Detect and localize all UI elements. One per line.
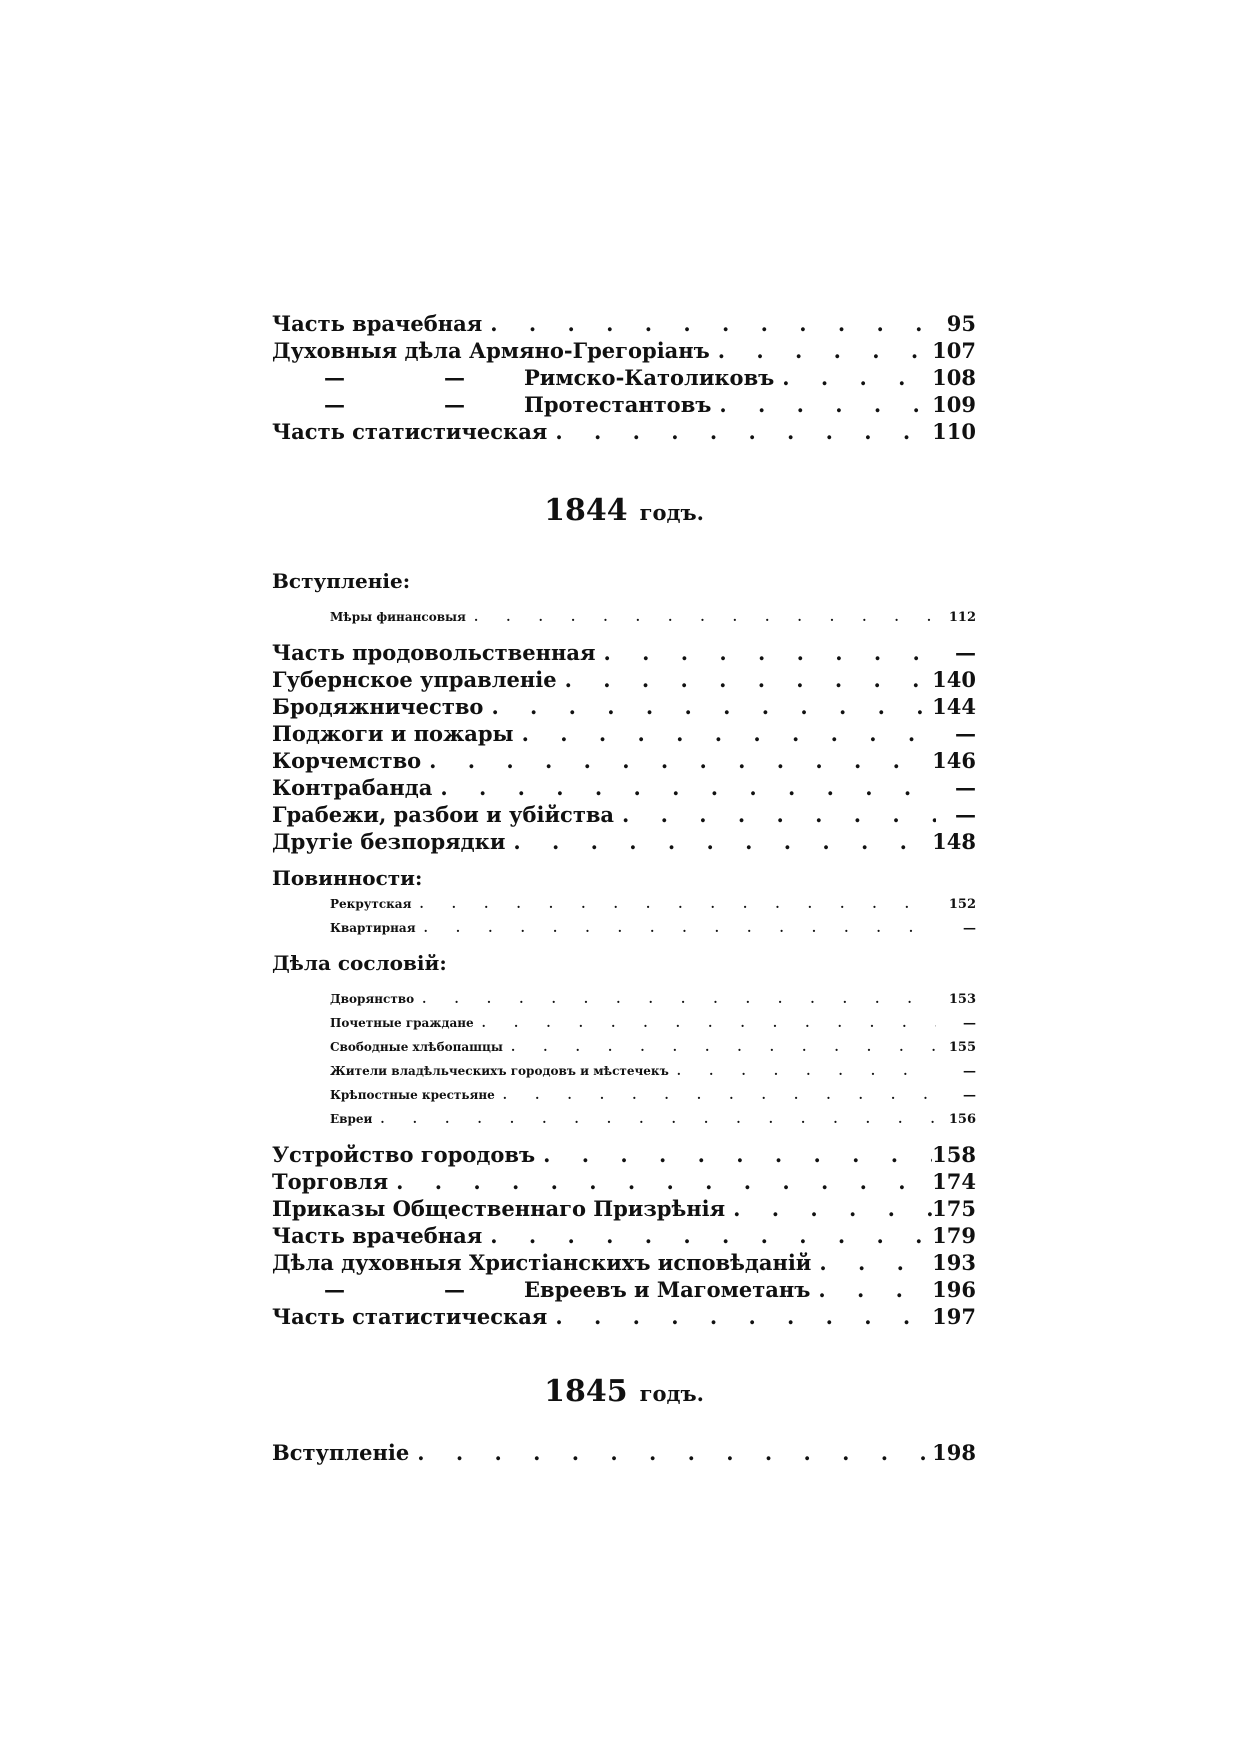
- year-heading-1844: [272, 493, 976, 528]
- toc-subentry: [272, 1059, 976, 1083]
- toc-entry: [272, 720, 976, 747]
- toc-subentry: [272, 1107, 976, 1131]
- toc-entry: [272, 801, 976, 828]
- dot-leader: [711, 391, 932, 418]
- toc-entry-label-continued: [272, 364, 774, 391]
- toc-entry-page: 95: [946, 311, 976, 336]
- toc-entry: [272, 1168, 976, 1195]
- toc-entry-page: 193: [932, 1250, 976, 1275]
- toc-entry: [272, 1303, 976, 1330]
- dot-leader: [482, 1222, 932, 1249]
- toc-subentry: [272, 1011, 976, 1035]
- toc-subentry-label: Почетные граждане: [330, 1016, 474, 1030]
- toc-subentry-label: Дворянство: [330, 992, 415, 1006]
- toc-entry-page: —: [955, 802, 976, 827]
- toc-entry-page: 107: [932, 338, 976, 363]
- dot-leader: [409, 1439, 932, 1466]
- toc-entry-page: 109: [932, 392, 976, 417]
- toc-entry: [272, 391, 976, 418]
- dot-leader: [535, 1141, 932, 1168]
- toc-entry: [272, 1439, 976, 1466]
- toc-entry-label-continued: [272, 391, 711, 418]
- toc-entry-label: Часть врачебная: [272, 311, 483, 336]
- dot-leader: [421, 747, 932, 774]
- toc-subentry-page: —: [963, 1088, 976, 1103]
- toc-subentry-label: Свободные хлѣбопашцы: [330, 1040, 503, 1054]
- toc-entry-page: 148: [932, 829, 976, 854]
- toc-subentry: [272, 892, 976, 916]
- toc-subentry-page: —: [963, 921, 976, 936]
- toc-entry-page: 198: [932, 1440, 976, 1465]
- toc-entry: [272, 639, 976, 666]
- year-number: 1845: [544, 1374, 628, 1409]
- toc-entry: [272, 774, 976, 801]
- toc-entry-label: Контрабанда: [272, 775, 433, 800]
- toc-entry-page: 158: [932, 1142, 976, 1167]
- toc-subentry-label: Евреи: [330, 1112, 373, 1126]
- dot-leader: [388, 1168, 932, 1195]
- dot-leader: [414, 987, 936, 1011]
- toc-entry: [272, 1276, 976, 1303]
- dot-leader: [514, 720, 936, 747]
- toc-entry-label: Корчемство: [272, 748, 422, 773]
- toc-entry: [272, 337, 976, 364]
- toc-subentry-label: Мѣры финансовыя: [330, 610, 466, 624]
- dot-leader: [495, 1083, 936, 1107]
- toc-entry-label: Торговля: [272, 1169, 389, 1194]
- toc-entry-label: Часть продовольственная: [272, 640, 596, 665]
- toc-entry-page: —: [955, 640, 976, 665]
- toc-entry-page: 108: [932, 365, 976, 390]
- toc-subentry-page: 156: [948, 1112, 976, 1127]
- toc-subentry: [272, 916, 976, 940]
- dot-leader: [505, 828, 932, 855]
- year-number: 1844: [544, 493, 628, 528]
- ditto-dash: —: [444, 392, 465, 417]
- year-word: годъ.: [639, 500, 704, 525]
- toc-entry-page: 179: [932, 1223, 976, 1248]
- toc-subentry-page: —: [963, 1064, 976, 1079]
- toc-entry-page: 140: [932, 667, 976, 692]
- toc-entry-label: Грабежи, разбои и убійства: [272, 802, 615, 827]
- toc-subentry: [272, 1083, 976, 1107]
- dot-leader: [411, 892, 936, 916]
- dot-leader: [614, 801, 936, 828]
- toc-subentry-label: Крѣпостные крестьяне: [330, 1088, 495, 1102]
- toc-entry-label: Приказы Общественнаго Призрѣнія: [272, 1196, 726, 1221]
- ditto-dash: —: [444, 1277, 465, 1302]
- dot-leader: [474, 1011, 936, 1035]
- toc-entry: [272, 1141, 976, 1168]
- toc-subentry-page: 112: [948, 610, 976, 625]
- toc-entry-label: Часть статистическая: [272, 1304, 548, 1329]
- ditto-dash: —: [324, 392, 345, 417]
- toc-entry: [272, 747, 976, 774]
- toc-entry: [272, 1222, 976, 1249]
- toc-entry: [272, 828, 976, 855]
- toc-entry-label: Римско-Католиковъ: [524, 365, 775, 390]
- toc-entry-page: —: [955, 775, 976, 800]
- toc-entry-page: 146: [932, 748, 976, 773]
- dot-leader: [466, 605, 936, 629]
- toc-entry-page: 174: [932, 1169, 976, 1194]
- toc-subentry-label: Жители владѣльческихъ городовъ и мѣстечекъ: [330, 1064, 669, 1078]
- group-heading-duties: Повинности:: [272, 866, 423, 890]
- toc-entry-label: Часть врачебная: [272, 1223, 483, 1248]
- toc-entry-page: 110: [932, 419, 976, 444]
- dot-leader: [774, 364, 932, 391]
- ditto-dash: —: [324, 365, 345, 390]
- dot-leader: [595, 639, 936, 666]
- toc-subentry-page: 153: [948, 992, 976, 1007]
- toc-subentry-page: —: [963, 1016, 976, 1031]
- toc-subentry: [272, 1035, 976, 1059]
- dot-leader: [483, 693, 932, 720]
- toc-subentry-page: 152: [948, 897, 976, 912]
- group-heading-intro: Вступленіе:: [272, 569, 411, 593]
- toc-entry: [272, 666, 976, 693]
- toc-entry-page: 144: [932, 694, 976, 719]
- toc-subentry-label: Квартирная: [330, 921, 416, 935]
- toc-subentry-label: Рекрутская: [330, 897, 412, 911]
- toc-subentry-page: 155: [948, 1040, 976, 1055]
- toc-entry-label: Губернское управленіе: [272, 667, 557, 692]
- toc-entry-page: 175: [932, 1196, 976, 1221]
- dot-leader: [547, 1303, 932, 1330]
- dot-leader: [416, 916, 936, 940]
- toc-entry-label: Духовныя дѣла Армяно-Грегоріанъ: [272, 338, 710, 363]
- dot-leader: [811, 1249, 932, 1276]
- dot-leader: [725, 1195, 932, 1222]
- year-heading-1845: [272, 1374, 976, 1409]
- toc-entry-label: Вступленіе: [272, 1440, 410, 1465]
- toc-entry-label: Устройство городовъ: [272, 1142, 536, 1167]
- dot-leader: [503, 1035, 936, 1059]
- toc-entry-label: Бродяжничество: [272, 694, 484, 719]
- toc-entry: [272, 693, 976, 720]
- group-heading-estates: Дѣла сословій:: [272, 951, 447, 975]
- toc-entry: [272, 1195, 976, 1222]
- dot-leader: [810, 1276, 932, 1303]
- year-word: годъ.: [639, 1381, 704, 1406]
- toc-entry: [272, 364, 976, 391]
- toc-entry: [272, 310, 976, 337]
- toc-entry-page: 196: [932, 1277, 976, 1302]
- toc-entry-label: Дѣла духовныя Христіанскихъ исповѣданій: [272, 1250, 812, 1275]
- ditto-dash: —: [324, 1277, 345, 1302]
- toc-entry-label: Часть статистическая: [272, 419, 548, 444]
- toc-entry-label: Другіе безпорядки: [272, 829, 506, 854]
- table-of-contents: [272, 310, 976, 1466]
- toc-entry-label: Протестантовъ: [524, 392, 712, 417]
- toc-entry-label: Поджоги и пожары: [272, 721, 514, 746]
- toc-subentry: [272, 987, 976, 1011]
- toc-entry-page: 197: [932, 1304, 976, 1329]
- toc-entry: [272, 1249, 976, 1276]
- dot-leader: [372, 1107, 936, 1131]
- ditto-dash: —: [444, 365, 465, 390]
- toc-entry-page: —: [955, 721, 976, 746]
- toc-subentry: [272, 605, 976, 629]
- dot-leader: [557, 666, 933, 693]
- dot-leader: [710, 337, 932, 364]
- toc-entry-label: Евреевъ и Магометанъ: [524, 1277, 811, 1302]
- dot-leader: [432, 774, 936, 801]
- dot-leader: [547, 418, 932, 445]
- toc-entry-label-continued: [272, 1276, 810, 1303]
- dot-leader: [482, 310, 936, 337]
- toc-entry: [272, 418, 976, 445]
- dot-leader: [669, 1059, 936, 1083]
